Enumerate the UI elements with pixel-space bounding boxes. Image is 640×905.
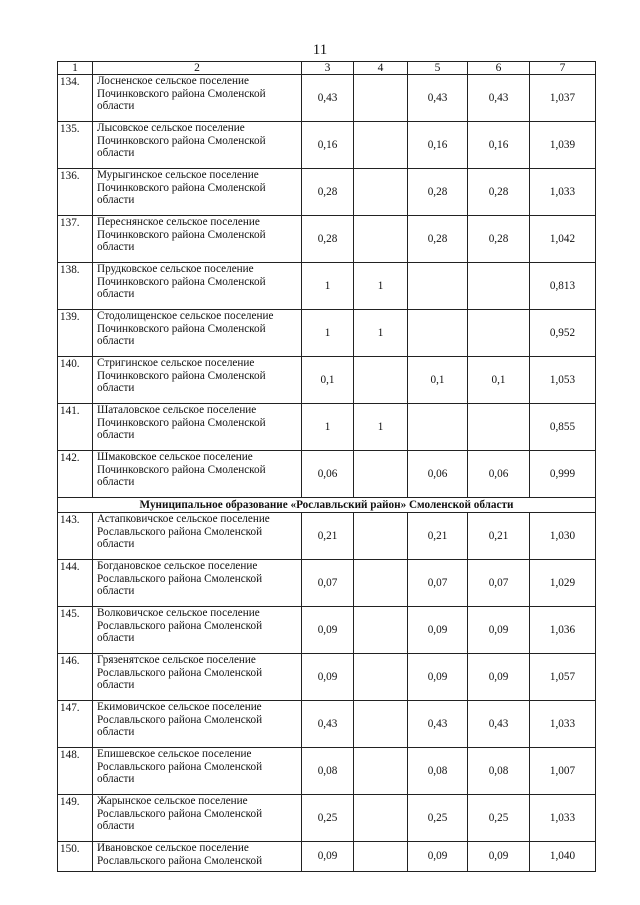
value-col7: 1,039: [530, 122, 596, 169]
value-col6: 0,09: [468, 607, 530, 654]
row-number: 148.: [58, 748, 93, 795]
page-number: 11: [312, 42, 328, 58]
value-col4: [354, 607, 408, 654]
settlement-name: Стодолищенское сельское поселение Починковского района Смоленской области: [93, 310, 302, 357]
settlement-name: Прудковское сельское поселение Починковского района Смоленской области: [93, 263, 302, 310]
value-col7: 0,855: [530, 404, 596, 451]
value-col4: [354, 701, 408, 748]
table-row: [58, 560, 596, 607]
value-col6: [468, 310, 530, 357]
column-header-row: [58, 62, 596, 75]
row-number: 147.: [58, 701, 93, 748]
value-col5: 0,08: [408, 748, 468, 795]
value-col6: 0,28: [468, 169, 530, 216]
value-col5: 0,43: [408, 75, 468, 122]
row-number: 138.: [58, 263, 93, 310]
column-header: 5: [408, 62, 468, 75]
table-row: [58, 404, 596, 451]
value-col6: 0,09: [468, 842, 530, 872]
value-col5: 0,09: [408, 607, 468, 654]
value-col3: 0,1: [302, 357, 354, 404]
value-col7: 1,033: [530, 701, 596, 748]
table-row: [58, 169, 596, 216]
value-col4: 1: [354, 310, 408, 357]
value-col4: [354, 75, 408, 122]
table-row: [58, 513, 596, 560]
table-row: [58, 122, 596, 169]
value-col3: 0,06: [302, 451, 354, 498]
settlement-name: Астапковичское сельское поселение Рославльского района Смоленской области: [93, 513, 302, 560]
settlement-name: Шмаковское сельское поселение Починковского района Смоленской области: [93, 451, 302, 498]
value-col5: 0,21: [408, 513, 468, 560]
value-col5: [408, 404, 468, 451]
table-row: [58, 842, 596, 872]
table-row: [58, 795, 596, 842]
value-col6: 0,28: [468, 216, 530, 263]
settlement-name: Стригинское сельское поселение Починковского района Смоленской области: [93, 357, 302, 404]
value-col6: [468, 404, 530, 451]
value-col3: 0,09: [302, 654, 354, 701]
row-number: 144.: [58, 560, 93, 607]
row-number: 150.: [58, 842, 93, 872]
value-col6: 0,25: [468, 795, 530, 842]
column-header: 6: [468, 62, 530, 75]
value-col3: 0,43: [302, 75, 354, 122]
column-header: 4: [354, 62, 408, 75]
value-col3: 1: [302, 310, 354, 357]
value-col6: 0,08: [468, 748, 530, 795]
table-row: [58, 75, 596, 122]
settlement-name: Переснянское сельское поселение Починковского района Смоленской области: [93, 216, 302, 263]
value-col6: 0,21: [468, 513, 530, 560]
value-col5: 0,25: [408, 795, 468, 842]
value-col3: 0,09: [302, 842, 354, 872]
value-col3: 0,25: [302, 795, 354, 842]
value-col4: [354, 748, 408, 795]
value-col6: 0,43: [468, 701, 530, 748]
value-col7: 1,007: [530, 748, 596, 795]
value-col5: [408, 310, 468, 357]
settlement-name: Лосненское сельское поселение Починковского района Смоленской области: [93, 75, 302, 122]
value-col7: 1,030: [530, 513, 596, 560]
settlement-name: Грязенятское сельское поселение Рославльского района Смоленской области: [93, 654, 302, 701]
table-body: [58, 62, 596, 872]
row-number: 149.: [58, 795, 93, 842]
value-col3: 0,07: [302, 560, 354, 607]
settlement-name: Лысовское сельское поселение Починковского района Смоленской области: [93, 122, 302, 169]
value-col5: 0,43: [408, 701, 468, 748]
value-col7: 0,999: [530, 451, 596, 498]
value-col4: [354, 654, 408, 701]
settlement-name: Епишевское сельское поселение Рославльского района Смоленской области: [93, 748, 302, 795]
value-col7: 1,053: [530, 357, 596, 404]
value-col5: 0,09: [408, 654, 468, 701]
table-row: [58, 748, 596, 795]
column-header: 1: [58, 62, 93, 75]
settlement-name: Жарынское сельское поселение Рославльского района Смоленской области: [93, 795, 302, 842]
row-number: 146.: [58, 654, 93, 701]
value-col3: 0,16: [302, 122, 354, 169]
value-col5: 0,06: [408, 451, 468, 498]
value-col6: 0,16: [468, 122, 530, 169]
column-header: 3: [302, 62, 354, 75]
value-col5: 0,07: [408, 560, 468, 607]
data-table: [57, 61, 596, 872]
value-col6: 0,09: [468, 654, 530, 701]
table-row: [58, 701, 596, 748]
value-col3: 0,28: [302, 169, 354, 216]
value-col3: 1: [302, 263, 354, 310]
value-col7: 1,036: [530, 607, 596, 654]
value-col6: 0,1: [468, 357, 530, 404]
value-col7: 1,037: [530, 75, 596, 122]
value-col5: 0,28: [408, 169, 468, 216]
row-number: 142.: [58, 451, 93, 498]
settlement-name: Шаталовское сельское поселение Починковского района Смоленской области: [93, 404, 302, 451]
value-col5: 0,1: [408, 357, 468, 404]
value-col3: 0,09: [302, 607, 354, 654]
value-col3: 0,43: [302, 701, 354, 748]
value-col7: 1,057: [530, 654, 596, 701]
value-col5: 0,16: [408, 122, 468, 169]
value-col4: [354, 795, 408, 842]
table-row: [58, 357, 596, 404]
value-col5: 0,28: [408, 216, 468, 263]
section-title: Муниципальное образование «Рославльский район» Смоленской области: [58, 498, 596, 513]
value-col4: [354, 513, 408, 560]
value-col5: 0,09: [408, 842, 468, 872]
value-col3: 1: [302, 404, 354, 451]
table-row: [58, 654, 596, 701]
value-col3: 0,08: [302, 748, 354, 795]
table-row: [58, 263, 596, 310]
table-row: [58, 451, 596, 498]
value-col6: 0,07: [468, 560, 530, 607]
settlement-name: Ивановское сельское поселение Рославльского района Смоленской: [93, 842, 302, 872]
value-col7: 1,033: [530, 795, 596, 842]
table-row: [58, 310, 596, 357]
row-number: 137.: [58, 216, 93, 263]
value-col7: 1,042: [530, 216, 596, 263]
value-col4: [354, 169, 408, 216]
value-col7: 1,033: [530, 169, 596, 216]
value-col4: [354, 842, 408, 872]
row-number: 145.: [58, 607, 93, 654]
value-col4: 1: [354, 263, 408, 310]
value-col7: 0,813: [530, 263, 596, 310]
row-number: 136.: [58, 169, 93, 216]
row-number: 141.: [58, 404, 93, 451]
value-col5: [408, 263, 468, 310]
row-number: 134.: [58, 75, 93, 122]
value-col4: [354, 216, 408, 263]
value-col7: 1,029: [530, 560, 596, 607]
column-header: 7: [530, 62, 596, 75]
value-col6: 0,43: [468, 75, 530, 122]
settlement-name: Екимовичское сельское поселение Рославльского района Смоленской области: [93, 701, 302, 748]
value-col3: 0,21: [302, 513, 354, 560]
row-number: 140.: [58, 357, 93, 404]
section-header-row: [58, 498, 596, 513]
value-col7: 0,952: [530, 310, 596, 357]
row-number: 139.: [58, 310, 93, 357]
value-col4: 1: [354, 404, 408, 451]
table-row: [58, 216, 596, 263]
value-col4: [354, 560, 408, 607]
column-header: 2: [93, 62, 302, 75]
value-col4: [354, 122, 408, 169]
settlement-name: Мурыгинское сельское поселение Починковского района Смоленской области: [93, 169, 302, 216]
value-col6: [468, 263, 530, 310]
settlement-name: Богдановское сельское поселение Рославльского района Смоленской области: [93, 560, 302, 607]
value-col4: [354, 357, 408, 404]
row-number: 135.: [58, 122, 93, 169]
value-col4: [354, 451, 408, 498]
value-col6: 0,06: [468, 451, 530, 498]
value-col7: 1,040: [530, 842, 596, 872]
settlement-name: Волковичское сельское поселение Рославльского района Смоленской области: [93, 607, 302, 654]
row-number: 143.: [58, 513, 93, 560]
table-row: [58, 607, 596, 654]
value-col3: 0,28: [302, 216, 354, 263]
